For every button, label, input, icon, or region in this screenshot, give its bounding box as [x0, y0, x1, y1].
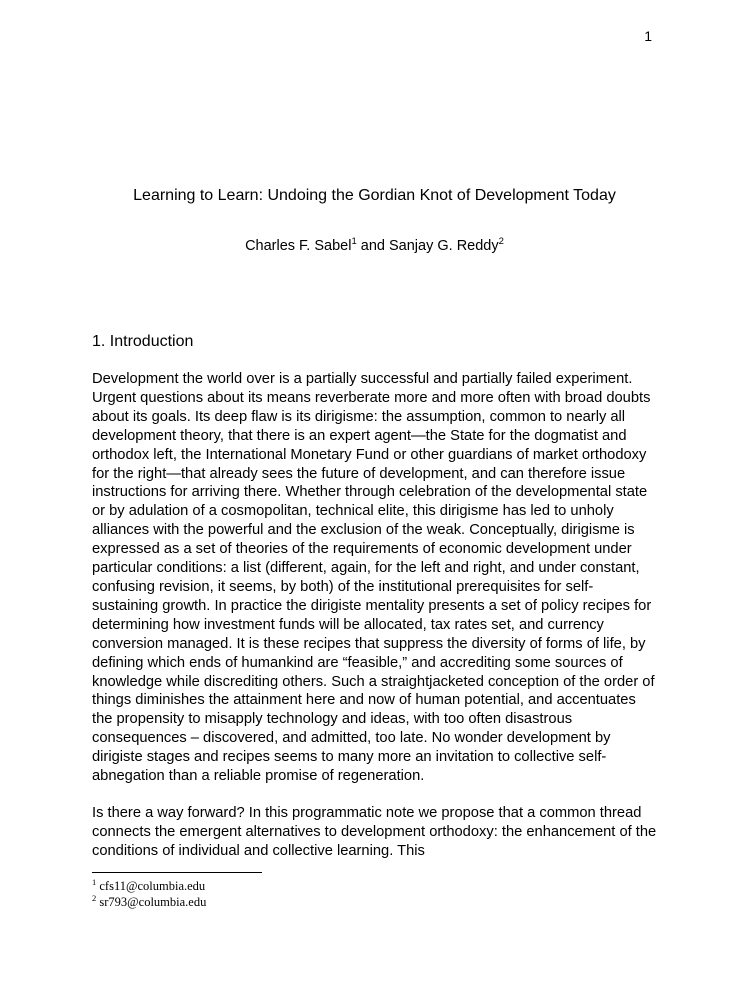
footnote-2-text: sr793@columbia.edu	[99, 895, 207, 909]
footnote-2-marker: 2	[92, 892, 97, 903]
author-2-name: Sanjay G. Reddy	[389, 238, 499, 254]
author-1-footnote-marker: 1	[351, 236, 357, 248]
footnote-2	[92, 894, 657, 910]
page-number: 1	[644, 28, 652, 44]
footnote-1	[92, 878, 657, 894]
paragraph-1: Development the world over is a partially successful and partially failed experiment. Urgent questions about its means reverberate more and more often with broad doubts about its goals. Its deep flaw is its dirigisme: the assumption, common to nearly all development theory, that there is an expert agent—the State for the dogmatist and orthodox left, the International Monetary Fund or other guardians of market orthodoxy for the right—that already sees the future of development, and can therefore issue instructions for arriving there. Whether through celebration of the developmental state or by adulation of a cosmopolitan, technical elite, this dirigisme has led to unholy alliances with the powerful and the exclusion of the weak. Conceptually, dirigisme is expressed as a set of theories of the requirements of economic development under particular conditions: a list (different, again, for the left and right, and under constant, confusing revision, it seems, by both) of the institutional prerequisites for self-sustaining growth. In practice the dirigiste mentality presents a set of policy recipes for determining how investment funds will be allocated, tax rates set, and currency conversion managed. It is these recipes that suppress the diversity of forms of life, by defining which ends of humankind are “feasible,” and accrediting some sources of knowledge while discrediting others. Such a straightjacketed conception of the order of things diminishes the attainment here and now of human potential, and accentuates the propensity to misapply technology and ideas, with too often disastrous consequences – discovered, and admitted, too late. No wonder development by dirigiste stages and recipes seems to many more an invitation to collective self-abnegation than a reliable promise of regeneration.	[92, 371, 655, 785]
author-line	[92, 237, 657, 256]
footnote-1-marker: 1	[92, 876, 97, 887]
paper-title: Learning to Learn: Undoing the Gordian Knot of Development Today	[133, 187, 616, 204]
footnote-separator-rule	[92, 872, 262, 873]
footnote-1-text: cfs11@columbia.edu	[99, 879, 206, 893]
author-joiner: and	[356, 238, 389, 254]
paragraph-2: Is there a way forward? In this programmatic note we propose that a common thread connects the emergent alternatives to development orthodoxy: the enhancement of the conditions of individual and collective learning. This	[92, 804, 657, 859]
author-1-name: Charles F. Sabel	[245, 238, 352, 254]
author-2-footnote-marker: 2	[498, 236, 504, 248]
footnote-area	[92, 872, 657, 910]
page-content	[92, 0, 657, 861]
section-heading-introduction: 1. Introduction	[92, 333, 194, 350]
